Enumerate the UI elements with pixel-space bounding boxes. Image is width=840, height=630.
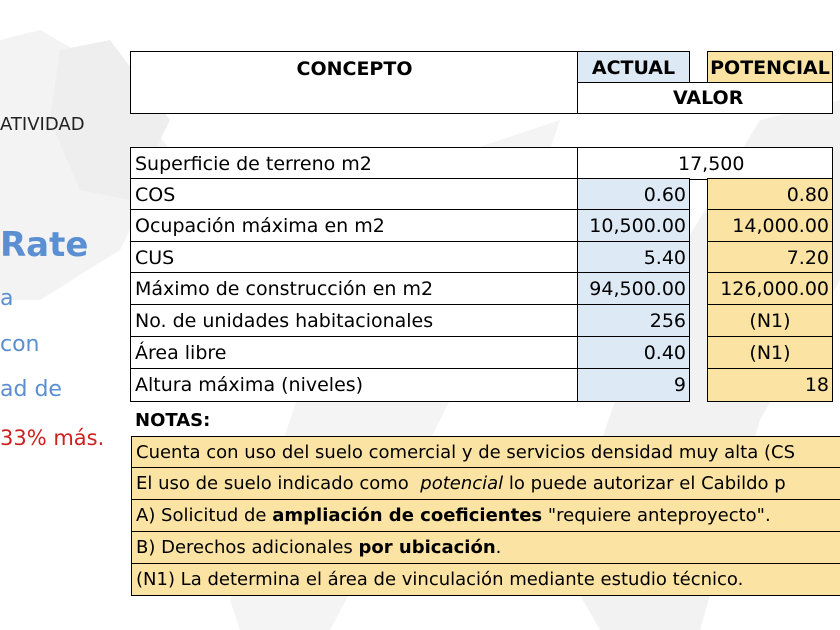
row-surface-value: 17,500 <box>577 147 833 180</box>
notes-title: NOTAS: <box>135 410 211 431</box>
note-line-4-bold: por ubicación <box>358 537 496 558</box>
row-maximo-actual: 94,500.00 <box>577 272 690 306</box>
row-surface-label: Superficie de terreno m2 <box>130 147 579 180</box>
note-line-4-c: . <box>495 537 502 558</box>
row-ocupacion-actual: 10,500.00 <box>577 209 690 243</box>
row-altura-label: Altura máxima (niveles) <box>130 368 579 402</box>
note-line-4 <box>131 532 840 564</box>
note-line-5 <box>131 564 840 596</box>
left-text-percent: 33% más. <box>0 426 105 450</box>
row-cus-potential: 7.20 <box>707 241 833 274</box>
note-line-5-text: (N1) La determina el área de vinculación mediante estudio técnico. <box>136 569 744 590</box>
row-maximo-label: Máximo de construcción en m2 <box>130 272 579 306</box>
header-concept <box>130 51 579 114</box>
header-concept-text: CONCEPTO <box>296 58 413 80</box>
note-line-2 <box>131 468 840 500</box>
row-altura-potential: 18 <box>707 368 833 402</box>
left-text-a: a <box>0 286 14 311</box>
note-line-3-bold: ampliación de coeficientes <box>272 505 543 526</box>
row-cos-potential: 0.80 <box>707 178 833 211</box>
row-unidades-actual: 256 <box>577 304 690 338</box>
note-line-2-c: lo puede autorizar el Cabildo p <box>508 473 786 494</box>
row-cos-label: COS <box>130 178 579 211</box>
row-altura-actual: 9 <box>577 368 690 402</box>
note-line-3-a: A) Solicitud de <box>136 505 267 526</box>
header-actual: ACTUAL <box>577 51 690 84</box>
row-area-libre-potential: (N1) <box>707 336 833 370</box>
row-unidades-potential: (N1) <box>707 304 833 338</box>
left-text-rate: Rate <box>0 225 89 265</box>
left-text-con: con <box>0 332 40 357</box>
row-cus-actual: 5.40 <box>577 241 690 274</box>
left-text-ad-de: ad de <box>0 377 62 402</box>
row-area-libre-label: Área libre <box>130 336 579 370</box>
note-line-1-text: Cuenta con uso del suelo comercial y de servicios densidad muy alta (CS <box>136 441 795 463</box>
note-line-2-italic: potencial <box>420 473 504 494</box>
row-area-libre-actual: 0.40 <box>577 336 690 370</box>
note-line-3 <box>131 500 840 532</box>
header-potential: POTENCIAL <box>707 51 833 84</box>
note-line-3-c: "requiere anteproyecto". <box>547 505 771 526</box>
row-cos-actual: 0.60 <box>577 178 690 211</box>
note-line-1 <box>131 436 840 468</box>
row-ocupacion-potential: 14,000.00 <box>707 209 833 243</box>
note-line-4-a: B) Derechos adicionales <box>136 537 353 558</box>
row-unidades-label: No. de unidades habitacionales <box>130 304 579 338</box>
note-line-2-a: El uso de suelo indicado como <box>136 473 409 494</box>
left-text-atividad: ATIVIDAD <box>0 114 85 135</box>
row-maximo-potential: 126,000.00 <box>707 272 833 306</box>
row-cus-label: CUS <box>130 241 579 274</box>
header-value: VALOR <box>577 82 833 114</box>
row-ocupacion-label: Ocupación máxima en m2 <box>130 209 579 243</box>
